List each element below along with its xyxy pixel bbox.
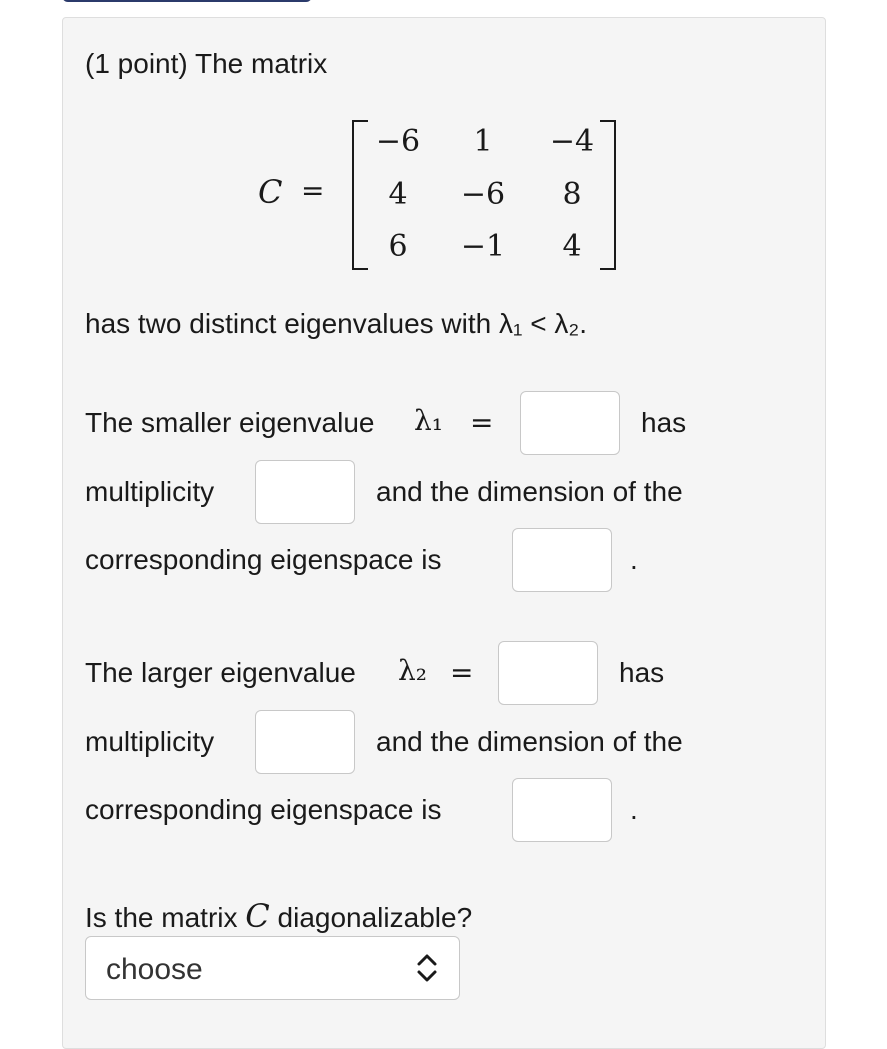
up-down-chevron-icon	[413, 951, 441, 985]
matrix-name: C	[258, 173, 283, 211]
matrix-cell: 4	[562, 229, 582, 264]
matrix-cell: 4	[388, 177, 408, 212]
multiplicity-label: multiplicity	[85, 476, 215, 507]
period: .	[630, 544, 638, 575]
matrix-cell: −4	[549, 124, 595, 159]
smaller-multiplicity-input[interactable]	[255, 460, 355, 524]
select-value: choose	[106, 953, 203, 986]
equals-sign: =	[450, 656, 474, 689]
eigenspace-label: corresponding eigenspace is	[85, 544, 442, 575]
eigenspace-label: corresponding eigenspace is	[85, 794, 442, 825]
has-label: has	[641, 407, 687, 438]
smaller-eigenvalue-lead: The smaller eigenvalue	[85, 407, 375, 438]
top-button-edge	[62, 0, 312, 2]
smaller-eigenvalue-input[interactable]	[520, 391, 620, 455]
matrix-cell: 1	[473, 124, 493, 159]
matrix-cell: 8	[562, 177, 582, 212]
problem-card	[62, 17, 826, 1049]
larger-multiplicity-input[interactable]	[255, 710, 355, 774]
lambda2-symbol: λ₂	[398, 654, 427, 687]
question-prefix: Is the matrix	[85, 902, 238, 933]
diagonalizable-question	[85, 897, 473, 935]
dimension-label: and the dimension of the	[376, 476, 683, 507]
matrix-variable: C	[245, 897, 270, 935]
period: .	[630, 794, 638, 825]
problem-intro: (1 point) The matrix	[85, 48, 328, 79]
matrix-cell: −1	[460, 229, 506, 264]
matrix-cell: −6	[460, 177, 506, 212]
larger-dimension-input[interactable]	[512, 778, 612, 842]
diagonalizable-select[interactable]	[85, 936, 460, 1000]
smaller-dimension-input[interactable]	[512, 528, 612, 592]
larger-eigenvalue-input[interactable]	[498, 641, 598, 705]
dimension-label: and the dimension of the	[376, 726, 683, 757]
eigenvalue-statement: has two distinct eigenvalues with λ₁ < λ₂.	[85, 308, 588, 339]
larger-eigenvalue-lead: The larger eigenvalue	[85, 657, 356, 688]
equals-sign: =	[301, 174, 325, 207]
matrix-cell: 6	[388, 229, 408, 264]
has-label: has	[619, 657, 665, 688]
multiplicity-label: multiplicity	[85, 726, 215, 757]
matrix-cell: −6	[375, 124, 421, 159]
lambda1-symbol: λ₁	[414, 404, 443, 437]
equals-sign: =	[470, 406, 494, 439]
question-suffix: diagonalizable?	[277, 902, 473, 933]
